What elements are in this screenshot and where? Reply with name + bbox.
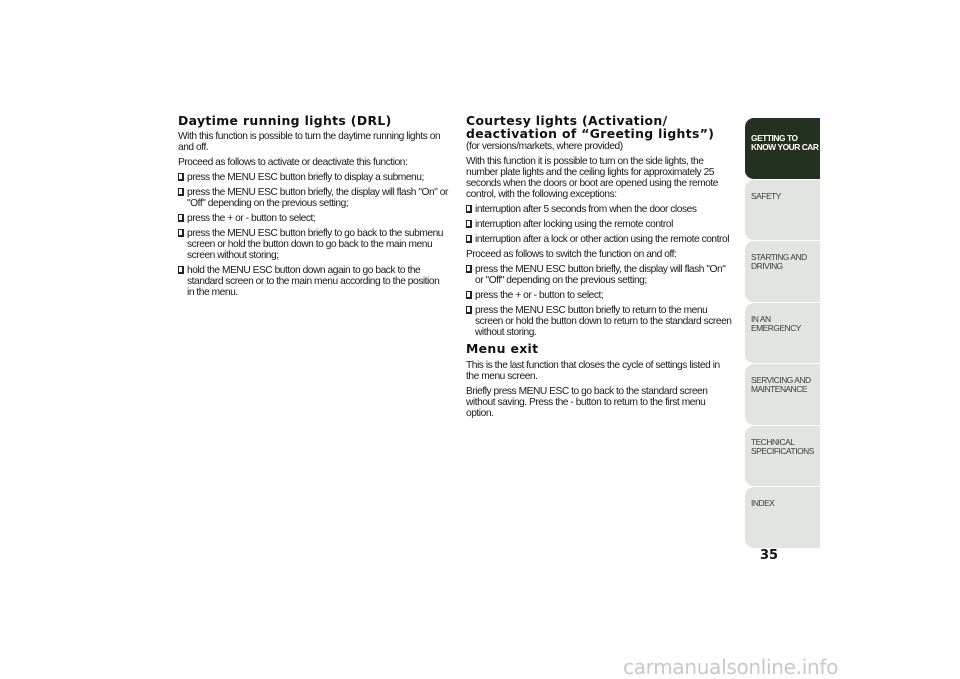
section-heading-drl: Daytime running lights (DRL): [178, 113, 392, 128]
list-item-text: hold the MENU ESC button down again to go back to the standard screen or to the main menu according to the position in the menu.: [187, 265, 440, 298]
tab-label: SAFETY: [751, 190, 781, 201]
checkbox-bullet-icon: [178, 173, 184, 181]
list-item-text: press the MENU ESC button briefly to go back to the submenu screen or hold the button down to go back to the main menu screen without storing;: [187, 228, 444, 261]
courtesy-steps: [466, 264, 732, 338]
page-number: 35: [760, 548, 779, 563]
checkbox-bullet-icon: [178, 188, 184, 196]
tab-getting-to-know-your-car[interactable]: [745, 118, 820, 180]
tab-starting-and-driving[interactable]: [745, 241, 820, 303]
right-column: [466, 114, 732, 423]
courtesy-intro: With this function it is possible to turn on the side lights, the number plate lights and the ceiling lights for approximately 25 seconds when the doors or boot are opened using the remote control, with the following exceptions:: [466, 156, 718, 200]
list-item-text: interruption after 5 seconds from when the door closes: [475, 204, 697, 215]
courtesy-proceed: Proceed as follows to switch the function on and off:: [466, 249, 677, 260]
list-item: [178, 187, 448, 209]
list-item: [466, 234, 732, 245]
list-item: [466, 264, 732, 286]
checkbox-bullet-icon: [466, 235, 472, 243]
list-item-text: press the MENU ESC button briefly, the display will flash "On" or "Off" depending on the previous setting;: [187, 187, 448, 209]
tab-label: TECHNICAL SPECIFICATIONS: [751, 436, 814, 456]
chapter-tabs: [745, 118, 820, 549]
list-item-text: press the MENU ESC button briefly to return to the menu screen or hold the button down to return to the standard screen without storing.: [475, 305, 732, 338]
tab-in-an-emergency[interactable]: [745, 303, 820, 365]
checkbox-bullet-icon: [466, 220, 472, 228]
list-item: [178, 213, 448, 224]
tab-label: IN AN EMERGENCY: [751, 313, 801, 333]
list-item: [178, 172, 448, 183]
tab-technical-specifications[interactable]: [745, 426, 820, 488]
drl-proceed: Proceed as follows to activate or deactivate this function:: [178, 157, 408, 168]
drl-intro: With this function is possible to turn the daytime running lights on and off.: [178, 131, 441, 153]
list-item-text: press the + or - button to select;: [187, 213, 316, 224]
tab-safety[interactable]: [745, 180, 820, 242]
list-item: [466, 219, 732, 230]
tab-label: INDEX: [751, 498, 775, 508]
list-item: [466, 290, 732, 301]
checkbox-bullet-icon: [178, 266, 184, 274]
list-item-text: press the MENU ESC button briefly, the display will flash "On" or "Off" depending on the previous setting;: [475, 264, 726, 286]
checkbox-bullet-icon: [466, 291, 472, 299]
menu-exit-paragraph-1: This is the last function that closes the cycle of settings listed in the menu screen.: [466, 360, 720, 382]
drl-steps: [178, 172, 448, 298]
courtesy-exceptions: [466, 204, 732, 245]
tab-label: STARTING AND DRIVING: [751, 252, 807, 271]
checkbox-bullet-icon: [178, 229, 184, 237]
list-item: [466, 204, 732, 215]
left-column: [178, 114, 448, 302]
watermark: carmanualsonline.info: [623, 655, 839, 679]
courtesy-subheading: (for versions/markets, where provided): [466, 141, 623, 152]
list-item: [466, 305, 732, 338]
menu-exit-paragraph-2: Briefly press MENU ESC to go back to the standard screen without saving. Press the - button to return to the first menu option.: [466, 386, 708, 419]
checkbox-bullet-icon: [178, 214, 184, 222]
tab-index[interactable]: [745, 487, 820, 549]
list-item-text: press the + or - button to select;: [475, 290, 604, 301]
tab-label: SERVICING AND MAINTENANCE: [751, 375, 811, 394]
section-heading-menu-exit: Menu exit: [466, 341, 539, 356]
checkbox-bullet-icon: [466, 205, 472, 213]
list-item-text: press the MENU ESC button briefly to display a submenu;: [187, 172, 424, 183]
checkbox-bullet-icon: [466, 265, 472, 273]
list-item-text: interruption after locking using the remote control: [475, 219, 673, 230]
checkbox-bullet-icon: [466, 306, 472, 314]
section-heading-courtesy-lights: Courtesy lights (Activation/ deactivation of “Greeting lights”): [466, 113, 715, 141]
list-item: [178, 228, 448, 261]
tab-label: GETTING TO KNOW YOUR CAR: [751, 133, 819, 152]
tab-servicing-and-maintenance[interactable]: [745, 364, 820, 426]
list-item: [178, 265, 448, 298]
list-item-text: interruption after a lock or other action using the remote control: [475, 234, 730, 245]
